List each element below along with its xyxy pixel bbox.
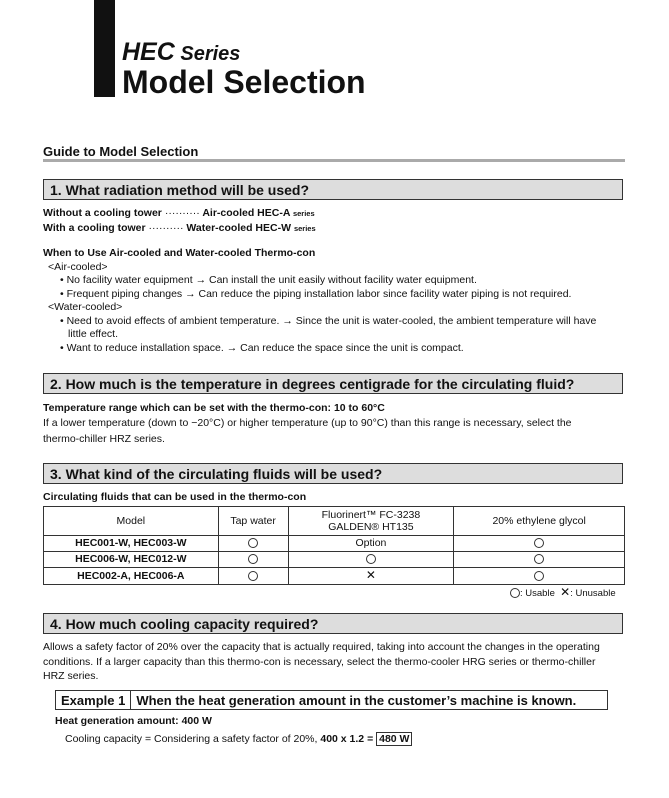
cell-tap [218, 568, 288, 585]
col-glycol: 20% ethylene glycol [454, 507, 625, 536]
table-row [44, 568, 625, 585]
section4-heading: 4. How much cooling capacity required? [43, 613, 623, 634]
table-header-row [44, 507, 625, 536]
usable-icon [534, 554, 544, 564]
table-legend: : Usable ✕: Unusable [510, 585, 616, 599]
cell-tap [218, 536, 288, 552]
capacity-line: Cooling capacity = Considering a safety factor of 20%, 400 x 1.2 = 480 W [65, 732, 412, 746]
when-to-use-title: When to Use Air-cooled and Water-cooled Thermo-con [43, 247, 316, 259]
section2-text-1: If a lower temperature (down to −20°C) or higher temperature (up to 90°C) than this range is necessary, select the [43, 417, 572, 429]
section4-text-2: conditions. If a larger capacity than this thermo-con is necessary, select the thermo-cooler HRG series or thermo-chiller [43, 656, 596, 668]
table-row [44, 552, 625, 568]
cell-tap [218, 552, 288, 568]
cell-glycol [454, 552, 625, 568]
example-box [55, 690, 608, 710]
cooling-option-1: Without a cooling tower ·········· Air-cooled HEC-A series [43, 207, 315, 219]
capacity-result: 480 W [376, 732, 412, 746]
water-bullet-1-cont: little effect. [68, 328, 118, 340]
section2-text-2: thermo-chiller HRZ series. [43, 433, 165, 445]
page-title: Model Selection [122, 64, 366, 100]
series-code: HEC [122, 38, 175, 66]
title-bar-marker [94, 0, 115, 97]
cell-model: HEC006-W, HEC012-W [44, 552, 219, 568]
section1-heading: 1. What radiation method will be used? [43, 179, 623, 200]
table-row [44, 536, 625, 552]
air-bullet-1: • No facility water equipment → Can install the unit easily without facility water equipment. [60, 274, 477, 286]
cell-model: HEC001-W, HEC003-W [44, 536, 219, 552]
temperature-range: Temperature range which can be set with the thermo-con: 10 to 60°C [43, 402, 385, 414]
fluids-table [43, 506, 625, 585]
series-label [122, 38, 240, 67]
cell-glycol [454, 536, 625, 552]
cell-fluorinert [288, 552, 454, 568]
section4-text-1: Allows a safety factor of 20% over the capacity that is actually required, taking into account the changes in the operating [43, 641, 600, 653]
usable-icon [366, 554, 376, 564]
water-cooled-label: <Water-cooled> [48, 301, 123, 313]
usable-icon [534, 571, 544, 581]
guide-title: Guide to Model Selection [43, 144, 199, 159]
usable-icon [510, 588, 520, 598]
unusable-icon: ✕ [560, 585, 571, 599]
section4-text-3: HRZ series. [43, 670, 99, 682]
example-text: When the heat generation amount in the customer’s machine is known. [136, 693, 577, 708]
unusable-icon: ✕ [365, 568, 376, 582]
series-word: Series [180, 43, 241, 65]
air-bullet-2: • Frequent piping changes → Can reduce the piping installation labor since facility water piping is not required. [60, 288, 572, 300]
cell-fluorinert: Option [288, 536, 454, 552]
water-bullet-1: • Need to avoid effects of ambient temperature. → Since the unit is water-cooled, the ambient temperature will have [60, 315, 597, 327]
cell-model: HEC002-A, HEC006-A [44, 568, 219, 585]
cooling-option-2: With a cooling tower ·········· Water-cooled HEC-W series [43, 222, 316, 234]
usable-icon [248, 538, 258, 548]
usable-icon [248, 554, 258, 564]
cell-fluorinert [288, 568, 454, 585]
col-tap-water: Tap water [218, 507, 288, 536]
water-bullet-2: • Want to reduce installation space. → Can reduce the space since the unit is compact. [60, 342, 464, 354]
example-label: Example 1 [56, 691, 131, 709]
fluids-subtitle: Circulating fluids that can be used in the thermo-con [43, 491, 307, 503]
cell-glycol [454, 568, 625, 585]
air-cooled-label: <Air-cooled> [48, 261, 108, 273]
usable-icon [534, 538, 544, 548]
section2-heading: 2. How much is the temperature in degrees centigrade for the circulating fluid? [43, 373, 623, 394]
col-model: Model [44, 507, 219, 536]
guide-divider [43, 159, 625, 162]
section3-heading: 3. What kind of the circulating fluids will be used? [43, 463, 623, 484]
usable-icon [248, 571, 258, 581]
heat-amount: Heat generation amount: 400 W [55, 715, 212, 727]
col-fluorinert: Fluorinert™ FC-3238 GALDEN® HT135 [288, 507, 454, 536]
